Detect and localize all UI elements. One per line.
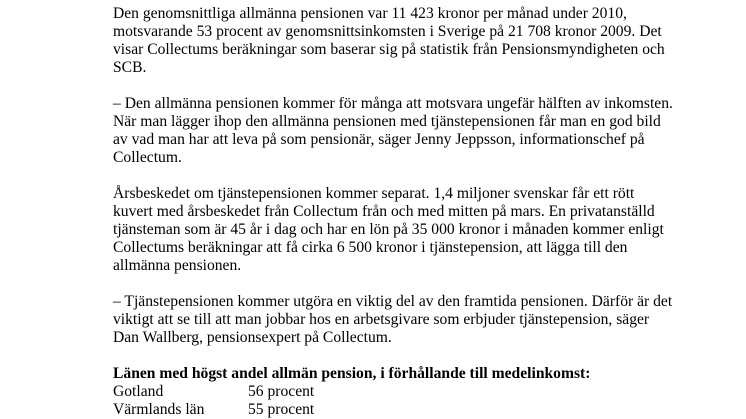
paragraph-2 (113, 95, 713, 167)
text-line: – Tjänstepensionen kommer utgöra en viktig del av den framtida pensionen. Därför är det (113, 293, 673, 310)
text-line: Årsbeskedet om tjänstepensionen kommer separat. 1,4 miljoner svenskar får ett rött (113, 185, 635, 202)
table-row (113, 383, 713, 401)
text-line: av vad man har att leva på som pensionär, säger Jenny Jeppsson, informationschef på (113, 131, 645, 148)
text-line: Dan Wallberg, pensionsexpert på Collectum. (113, 329, 392, 346)
county-name: Gotland (113, 383, 164, 400)
paragraph-3 (113, 185, 713, 275)
text-line: tjänsteman som är 45 år i dag och har en lön på 35 000 kronor i månaden kommer enligt (113, 221, 664, 238)
table-row (113, 401, 713, 419)
text-line: kuvert med årsbeskedet från Collectum från och med mitten på mars. En privatanställd (113, 203, 655, 220)
document-page (113, 5, 713, 419)
text-line: När man lägger ihop den allmänna pensionen med tjänstepensionen får man en god bild (113, 113, 661, 130)
table-heading: Länen med högst andel allmän pension, i förhållande till medelinkomst: (113, 365, 591, 382)
text-line: Collectums beräkningar att få cirka 6 500 kronor i tjänstepension, att lägga till den (113, 239, 628, 256)
text-line: visar Collectums beräkningar som baserar sig på statistik från Pensionsmyndigheten och (113, 41, 665, 58)
text-line: SCB. (113, 59, 147, 76)
text-line: allmänna pensionen. (113, 257, 242, 274)
paragraph-1 (113, 5, 713, 77)
pension-share: 56 procent (248, 383, 315, 400)
county-name: Värmlands län (113, 401, 205, 418)
text-line: viktigt att se till att man jobbar hos en arbetsgivare som erbjuder tjänstepension, säger (113, 311, 650, 328)
text-line: motsvarande 53 procent av genomsnittsinkomsten i Sverige på 21 708 kronor 2009. Det (113, 23, 662, 40)
pension-share: 55 procent (248, 401, 315, 418)
text-line: Collectum. (113, 149, 182, 166)
text-line: – Den allmänna pensionen kommer för många att motsvara ungefär hälften av inkomsten. (113, 95, 673, 112)
paragraph-4 (113, 293, 713, 347)
text-line: Den genomsnittliga allmänna pensionen var 11 423 kronor per månad under 2010, (113, 5, 627, 22)
